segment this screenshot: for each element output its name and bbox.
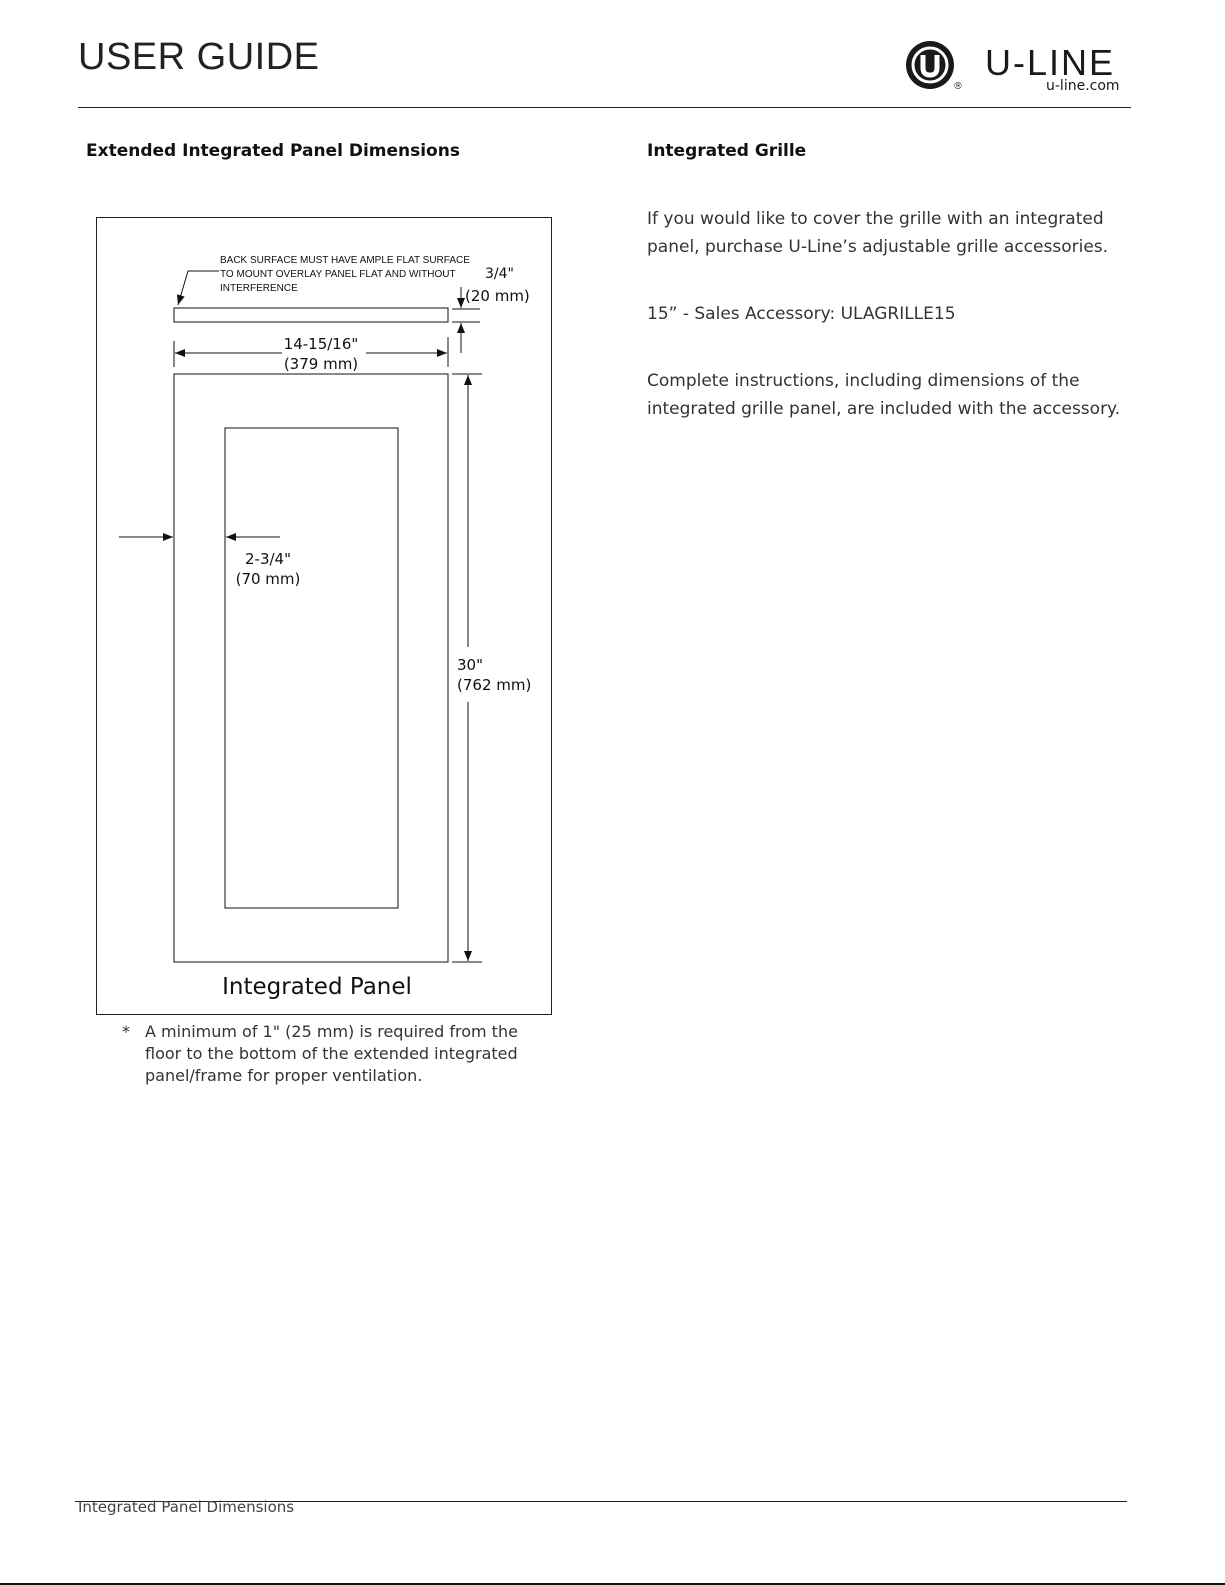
- panel-outer-frame: [174, 374, 448, 962]
- thickness-mm: (20 mm): [465, 287, 530, 305]
- header-divider: [78, 107, 1131, 108]
- panel-dimension-diagram: [96, 217, 553, 1017]
- thickness-inches: 3/4": [485, 266, 514, 282]
- note-line-1: BACK SURFACE MUST HAVE AMPLE FLAT SURFACE: [220, 255, 470, 266]
- footnote-asterisk: *: [122, 1022, 130, 1041]
- registered-mark: ®: [953, 81, 963, 92]
- inset-mm: (70 mm): [235, 570, 301, 588]
- panel-inner-frame: [225, 428, 398, 908]
- panel-side-view: [174, 308, 448, 322]
- brand-name: U-LINE: [985, 42, 1116, 83]
- brand-url: u-line.com: [1046, 78, 1120, 94]
- footer-label: Integrated Panel Dimensions: [78, 1498, 295, 1516]
- width-inches: 14-15/16": [283, 335, 359, 353]
- note-line-3: INTERFERENCE: [220, 283, 298, 294]
- grille-paragraph-3: Complete instructions, including dimensions of the integrated grille panel, are included with the accessory.: [647, 371, 1121, 419]
- panel-caption: Integrated Panel: [222, 974, 412, 1000]
- grille-paragraph-1: If you would like to cover the grille with an integrated panel, purchase U-Line’s adjustable grille accessories.: [647, 209, 1109, 257]
- ventilation-footnote: [122, 1021, 542, 1087]
- brand-logo: [905, 37, 1145, 99]
- note-line-2: TO MOUNT OVERLAY PANEL FLAT AND WITHOUT: [220, 269, 456, 280]
- note-leader-arrow: [178, 271, 219, 305]
- u-line-logo-icon: [905, 37, 957, 93]
- height-mm: (762 mm): [457, 676, 532, 694]
- inset-inches: 2-3/4": [245, 550, 291, 568]
- section-heading-integrated-grille: Integrated Grille: [647, 141, 807, 161]
- grille-paragraph-2: 15” - Sales Accessory: ULAGRILLE15: [647, 304, 956, 324]
- width-mm: (379 mm): [283, 355, 359, 373]
- height-inches: 30": [457, 656, 483, 674]
- footnote-text: A minimum of 1" (25 mm) is required from the floor to the bottom of the extended integrated panel/frame for proper ventilation.: [145, 1022, 518, 1085]
- section-heading-panel-dimensions: Extended Integrated Panel Dimensions: [86, 141, 460, 161]
- page-title: USER GUIDE: [78, 36, 320, 78]
